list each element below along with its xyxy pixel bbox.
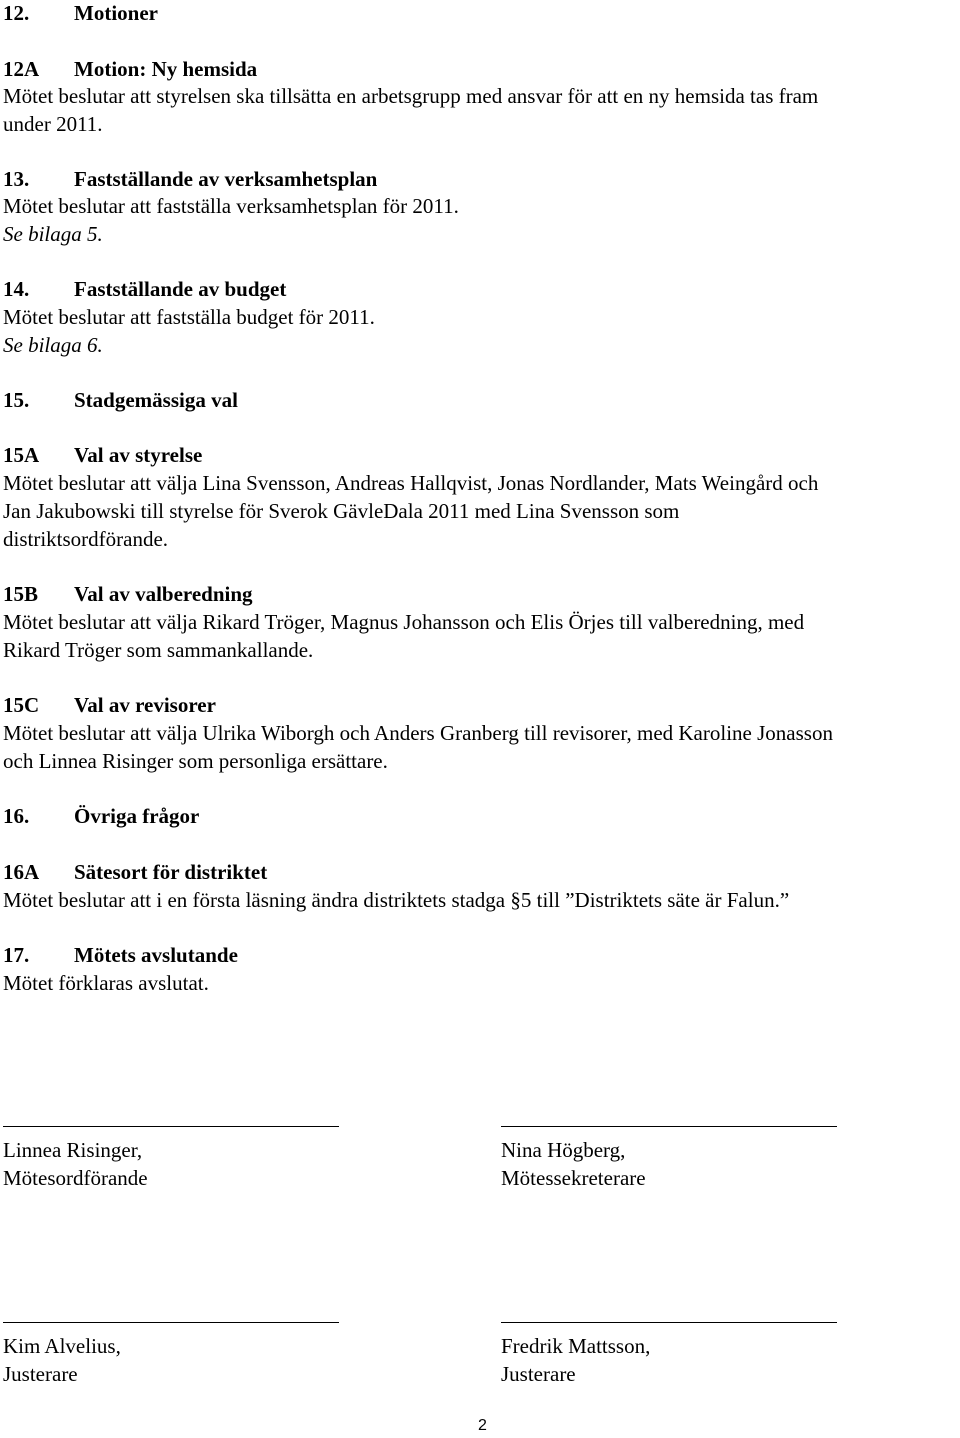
signature-line: [501, 1126, 837, 1127]
section-number: 15.: [3, 388, 30, 412]
section-15-heading: [3, 388, 238, 412]
section-15c-text-line-2: och Linnea Risinger som personliga ersättare.: [3, 749, 388, 773]
section-number: 13.: [3, 167, 30, 191]
signature-line: [501, 1322, 837, 1323]
signatory-role: Mötesordförande: [3, 1166, 148, 1190]
signatory-role: Justerare: [501, 1362, 576, 1386]
section-title: Fastställande av budget: [74, 277, 287, 301]
section-16a-heading: [3, 860, 267, 884]
section-15b-text-line-2: Rikard Tröger som sammankallande.: [3, 638, 314, 662]
section-title: Stadgemässiga val: [74, 388, 238, 412]
section-15a-text-line-1: Mötet beslutar att välja Lina Svensson, Andreas Hallqvist, Jonas Nordlander, Mats Weingård och: [3, 471, 819, 495]
section-13-attachment-note: Se bilaga 5.: [3, 222, 103, 246]
section-title: Mötets avslutande: [74, 943, 238, 967]
signatory-role: Justerare: [3, 1362, 78, 1386]
section-number: 16A: [3, 860, 40, 884]
section-title: Val av styrelse: [74, 443, 203, 467]
section-number: 15C: [3, 693, 40, 717]
section-title: Motioner: [74, 1, 158, 25]
section-15c-heading: [3, 693, 216, 717]
section-15c-text-line-1: Mötet beslutar att välja Ulrika Wiborgh och Anders Granberg till revisorer, med Karoline Jonasson: [3, 721, 833, 745]
signatory-name: Linnea Risinger,: [3, 1138, 143, 1162]
signatory-name: Fredrik Mattsson,: [501, 1334, 651, 1358]
section-17-text-line-1: Mötet förklaras avslutat.: [3, 971, 209, 995]
section-16-heading: [3, 804, 199, 828]
section-title: Övriga frågor: [74, 804, 200, 828]
section-15a-heading: [3, 443, 202, 467]
signature-line: [3, 1322, 339, 1323]
section-12a-heading: [3, 57, 257, 81]
section-15a-text-line-2: Jan Jakubowski till styrelse för Sverok GävleDala 2011 med Lina Svensson som: [3, 499, 680, 523]
section-number: 12A: [3, 57, 40, 81]
section-number: 15B: [3, 582, 39, 606]
section-title: Motion: Ny hemsida: [74, 57, 258, 81]
section-16a-text-line-1: Mötet beslutar att i en första läsning ändra distriktets stadga §5 till ”Distriktets säte är Falun.”: [3, 888, 790, 912]
page-number: 2: [478, 1417, 487, 1434]
signatory-name: Kim Alvelius,: [3, 1334, 121, 1358]
section-12a-text-line-1: Mötet beslutar att styrelsen ska tillsätta en arbetsgrupp med ansvar för att en ny hemsida tas fram: [3, 84, 819, 108]
section-title: Val av revisorer: [74, 693, 216, 717]
section-number: 15A: [3, 443, 40, 467]
section-number: 12.: [3, 1, 30, 25]
section-15b-heading: [3, 582, 253, 606]
section-14-heading: [3, 277, 286, 301]
section-number: 16.: [3, 804, 30, 828]
signature-line: [3, 1126, 339, 1127]
section-title: Sätesort för distriktet: [74, 860, 268, 884]
section-14-text-line-1: Mötet beslutar att fastställa budget för 2011.: [3, 305, 375, 329]
section-number: 17.: [3, 943, 30, 967]
signatory-role: Mötessekreterare: [501, 1166, 646, 1190]
section-title: Val av valberedning: [74, 582, 253, 606]
section-15b-text-line-1: Mötet beslutar att välja Rikard Tröger, Magnus Johansson och Elis Örjes till valberedning, med: [3, 610, 805, 634]
signatory-name: Nina Högberg,: [501, 1138, 626, 1162]
section-14-attachment-note: Se bilaga 6.: [3, 333, 103, 357]
section-12-heading: [3, 1, 158, 25]
section-number: 14.: [3, 277, 30, 301]
section-13-heading: [3, 167, 377, 191]
section-13-text-line-1: Mötet beslutar att fastställa verksamhetsplan för 2011.: [3, 194, 459, 218]
section-title: Fastställande av verksamhetsplan: [74, 167, 378, 191]
section-15a-text-line-3: distriktsordförande.: [3, 527, 169, 551]
section-17-heading: [3, 943, 238, 967]
section-12a-text-line-2: under 2011.: [3, 112, 103, 136]
